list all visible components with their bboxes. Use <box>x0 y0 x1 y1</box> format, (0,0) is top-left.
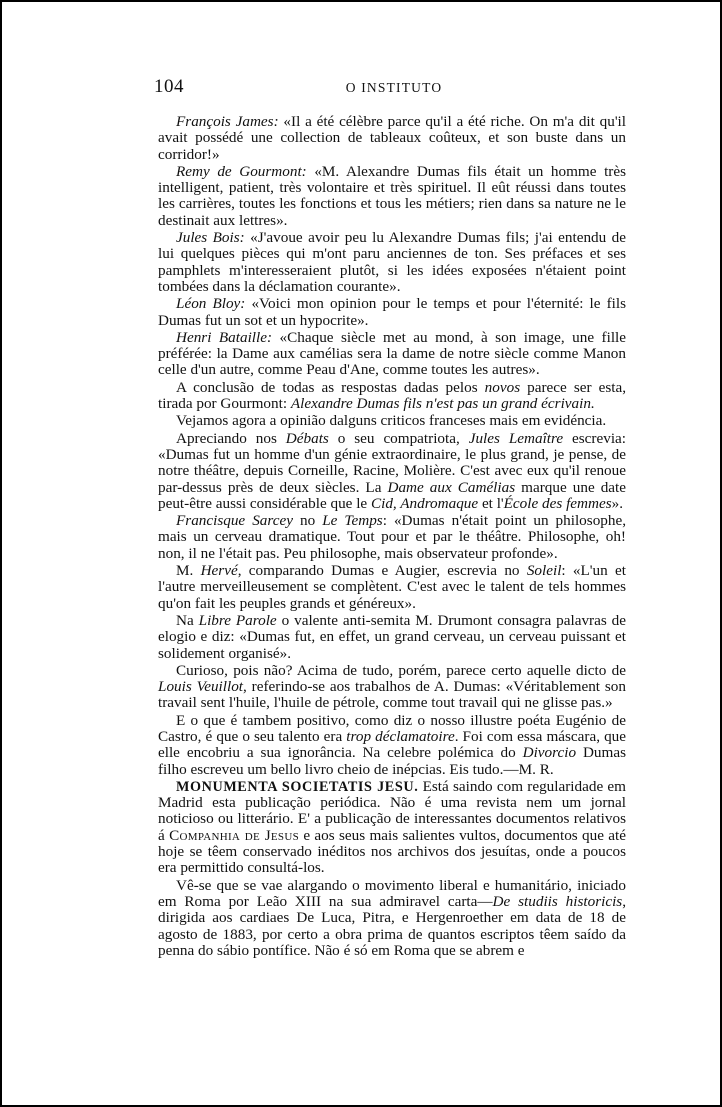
page-header <box>118 76 626 102</box>
paragraph-drumont: Na Libre Parole o valente anti-semita M. Drumont consagra palavras de elogio e diz: «Dumas fut, en effet, un grand cerveau, un cerveau puissant et solidement organisé». <box>158 611 627 662</box>
paragraph-monumenta: MONUMENTA SOCIETATIS JESU. Está saindo com regularidade em Madrid esta publicação periódica. Não é uma revista nem um jornal noticioso ou litterário. E' a publicação de interessantes documentos relativos á Companhia de Jesus e aos seus mais salientes vultos, documentos que até hoje se têem conservado inéditos nos archivos dos jesuítas, onde a poucos era permittido consultá-los. <box>158 777 626 877</box>
paragraph-james: François James: «Il a été célèbre parce qu'il a été riche. On m'a dit qu'il avait possédé une collection de tableaux coûteux, et son buste dans un corridor!» <box>158 113 626 163</box>
paragraph-bloy: Léon Bloy: «Voici mon opinion pour le temps et pour l'éternité: le fils Dumas fut un sot et un hypocrite». <box>158 295 626 329</box>
paragraph-leao-xiii: Vê-se que se vae alargando o movimento liberal e humanitário, iniciado em Roma por Leão XIII na sua admiravel carta—De studiis historicis, dirigida aos cardiaes De Luca, Pitra, e Hergenroether em data de 18 de agosto de 1883, por certo a obra prima de quantos escriptos têem saído da penna do sábio pontífice. Não é só em Roma que se abrem e <box>158 876 627 959</box>
paragraph-herve: M. Hervé, comparando Dumas e Augier, escrevia no Soleil: «L'un et l'autre merveilleusement se complètent. C'est avec le talent de tels hommes qu'on fait les peuples grands et généreux». <box>158 562 626 612</box>
paragraph-conclusao: A conclusão de todas as respostas dadas pelos novos parece ser esta, tirada por Gourmont: Alexandre Dumas fils n'est pas un grand écrivain. <box>158 378 627 413</box>
paragraph-sarcey: Francisque Sarcey no Le Temps: «Dumas n'était point un philosophe, mais un cerveau dramatique. Tout pour et par le théâtre. Philosophe, oh! non, il ne l'était pas. Peu philosophe, mais observateur profonde». <box>158 512 627 562</box>
author-name: Léon Bloy: <box>176 295 246 313</box>
author-name: Henri Bataille: <box>176 328 273 346</box>
paragraph-gourmont: Remy de Gourmont: «M. Alexandre Dumas fils était un homme très intelligent, patient, très volontaire et très spirituel. Il eût réussi dans toutes les carrières, toutes les fonctions et tous les métiers; rien dans sa nature ne le destinait aux lettres». <box>158 162 627 229</box>
paragraph-vejamos: Vejamos agora a opinião dalguns criticos franceses mais em evidéncia. <box>176 412 607 430</box>
page-number: 104 <box>154 76 184 97</box>
paragraph-castro: E o que é tambem positivo, como diz o nosso illustre poéta Eugénio de Castro, é que o seu talento era trop déclamatoire. Foi com essa máscara, que elle encobriu a sua ignorância. Na celebre polémica do Divorcio Dumas filho escreveu um bello livro cheio de inépcias. Eis tudo.—M. R. <box>158 711 626 778</box>
paragraph-bois: Jules Bois: «J'avoue avoir peu lu Alexandre Dumas fils; j'ai entendu de lui quelques pièces qui m'ont paru anciennes de ton. Ses préfaces et ses pamphlets m'interesseraient plutôt, si les idées exposées n'étaient point tombées dans la déclamation courante». <box>158 229 627 295</box>
book-page <box>118 76 626 959</box>
author-name: François James: <box>176 113 279 130</box>
section-heading: MONUMENTA SOCIETATIS JESU. <box>176 778 419 795</box>
paragraph-lemaitre: Apreciando nos Débats o seu compatriota, Jules Lemaître escrevia: «Dumas fut un homme d'un génie extraordinaire, le plus grand, je pense, de notre théâtre, depuis Corneille, Racine, Molière. C'est avec eux qu'il renoue par-dessus près de deux siècles. La Dame aux Camélias marque une date peut-être aussi considérable que le Cid, Andromaque et l'École des femmes». <box>158 429 627 512</box>
running-title: O INSTITUTO <box>345 80 443 95</box>
paragraph-bataille: Henri Bataille: «Chaque siècle met au mond, à son image, une fille préférée: la Dame aux camélias sera la dame de notre siècle comme Manon celle d'un autre, comme Peau d'Ane, comme toutes les autres». <box>158 328 626 379</box>
author-name: Jules Bois: <box>176 229 245 247</box>
author-name: Remy de Gourmont: <box>176 162 307 180</box>
paragraph-veuillot: Curioso, pois não? Acima de tudo, porém, parece certo aquelle dicto de Louis Veuillot, referindo-se aos trabalhos de A. Dumas: «Véritablement son travail sent l'huile, l'huile de pétrole, comme tout travail qui ne glisse pas.» <box>158 661 626 712</box>
